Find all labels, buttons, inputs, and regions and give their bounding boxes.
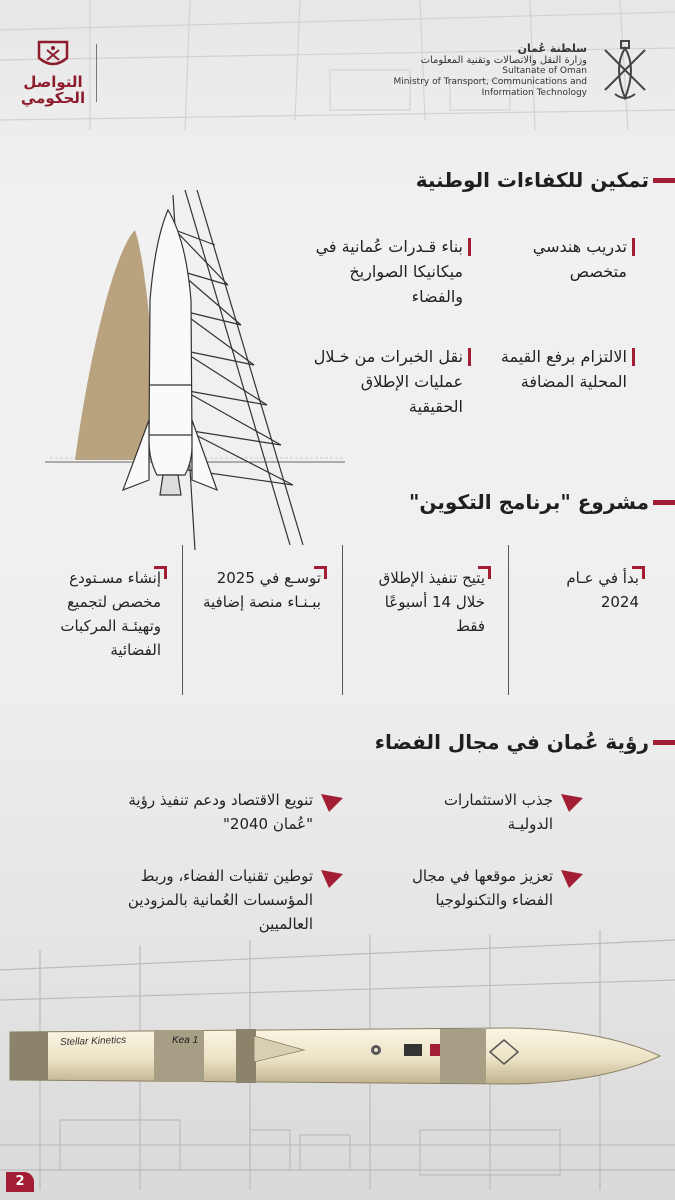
- rocket-model-label: Kea 1: [172, 1035, 199, 1046]
- section2-title: [409, 490, 649, 514]
- section3-title-text: رؤية عُمان في مجال الفضاء: [374, 730, 649, 754]
- section1-item-3: [487, 344, 627, 394]
- vision-item-4: [88, 864, 313, 936]
- oman-national-emblem-icon: [597, 38, 653, 104]
- vision-item-3-text: تعزيز موقعها في مجال الفضاء والتكنولوجيا: [412, 867, 553, 909]
- item-accent-bar: [468, 348, 471, 366]
- project-step-4: [31, 566, 161, 662]
- section1-title-text: تمكين للكفاءات الوطنية: [415, 168, 649, 192]
- ministry-ar-line1: سلطنة عُمان: [517, 42, 587, 55]
- rocket-brand-label: Stellar Kinetics: [59, 1034, 127, 1049]
- project-step-3-text: توسـع في 2025 ببـنـاء منصة إضافية: [202, 569, 321, 611]
- section1-item-4: [308, 344, 463, 419]
- timeline-divider: [182, 545, 183, 695]
- ministry-ar-line2: وزارة النقل والاتصالات وتقنية المعلومات: [420, 55, 587, 66]
- section1-title-marker: [653, 178, 675, 183]
- section1-title: [416, 168, 649, 192]
- section1-item-1: [497, 234, 627, 284]
- section2-title-marker: [653, 500, 675, 505]
- section1-item-3-text: الالتزام برفع القيمة المحلية المضافة: [500, 347, 627, 391]
- ministry-en-line3: Information Technology: [481, 88, 587, 98]
- section3-title-marker: [653, 740, 675, 745]
- timeline-divider: [508, 545, 509, 695]
- vision-bullet-icon: [561, 868, 583, 888]
- ministry-en-line2: Ministry of Transport, Communications and: [393, 77, 587, 87]
- page-number-badge: 2: [6, 1172, 34, 1192]
- gov-logo-text: التواصل الحكومي: [20, 73, 86, 107]
- vision-bullet-icon: [321, 868, 343, 888]
- ministry-name: [394, 42, 587, 99]
- section3-title: [375, 730, 649, 754]
- vision-bullet-icon: [321, 792, 343, 812]
- item-accent-bar: [632, 348, 635, 366]
- header: [0, 32, 675, 112]
- government-communication-logo: [18, 40, 88, 106]
- section1-item-2: [293, 234, 463, 309]
- project-step-1-text: بدأ في عـام 2024: [566, 569, 639, 611]
- project-step-2: [365, 566, 485, 638]
- header-divider: [96, 44, 97, 102]
- project-step-3: [203, 566, 321, 614]
- project-step-4-text: إنشاء مسـتودع مخصص لتجميع وتهيئـة المركبات الفضائية: [60, 569, 161, 659]
- section1-item-4-text: نقل الخبرات من خـلال عمليات الإطلاق الحقيقية: [313, 347, 463, 416]
- gov-shield-icon: [35, 40, 71, 70]
- vision-item-2: [93, 788, 313, 836]
- project-step-1: [529, 566, 639, 614]
- vision-item-2-text: تنويع الاقتصاد ودعم تنفيذ رؤية "عُمان 2040": [128, 791, 313, 833]
- vision-bullet-icon: [561, 792, 583, 812]
- section1-item-2-text: بناء قـدرات عُمانية في ميكانيكا الصواريخ والفضاء: [315, 237, 463, 306]
- kea1-rocket-image: [4, 1018, 670, 1096]
- vision-item-3: [403, 864, 553, 912]
- item-accent-bar: [632, 238, 635, 256]
- vision-item-1: [403, 788, 553, 836]
- timeline-divider: [342, 545, 343, 695]
- section2-title-text: مشروع "برنامج التكوين": [408, 490, 649, 514]
- section1-item-1-text: تدريب هندسي متخصص: [532, 237, 627, 281]
- item-accent-bar: [468, 238, 471, 256]
- ministry-en-line1: Sultanate of Oman: [502, 66, 587, 76]
- vision-item-4-text: توطين تقنيات الفضاء، وربط المؤسسات العُمانية بالمزودين العالميين: [127, 867, 313, 933]
- project-step-2-text: يتيح تنفيذ الإطلاق خلال 14 أسبوعًا فقط: [378, 569, 485, 635]
- vision-item-1-text: جذب الاستثمارات الدوليـة: [443, 791, 553, 833]
